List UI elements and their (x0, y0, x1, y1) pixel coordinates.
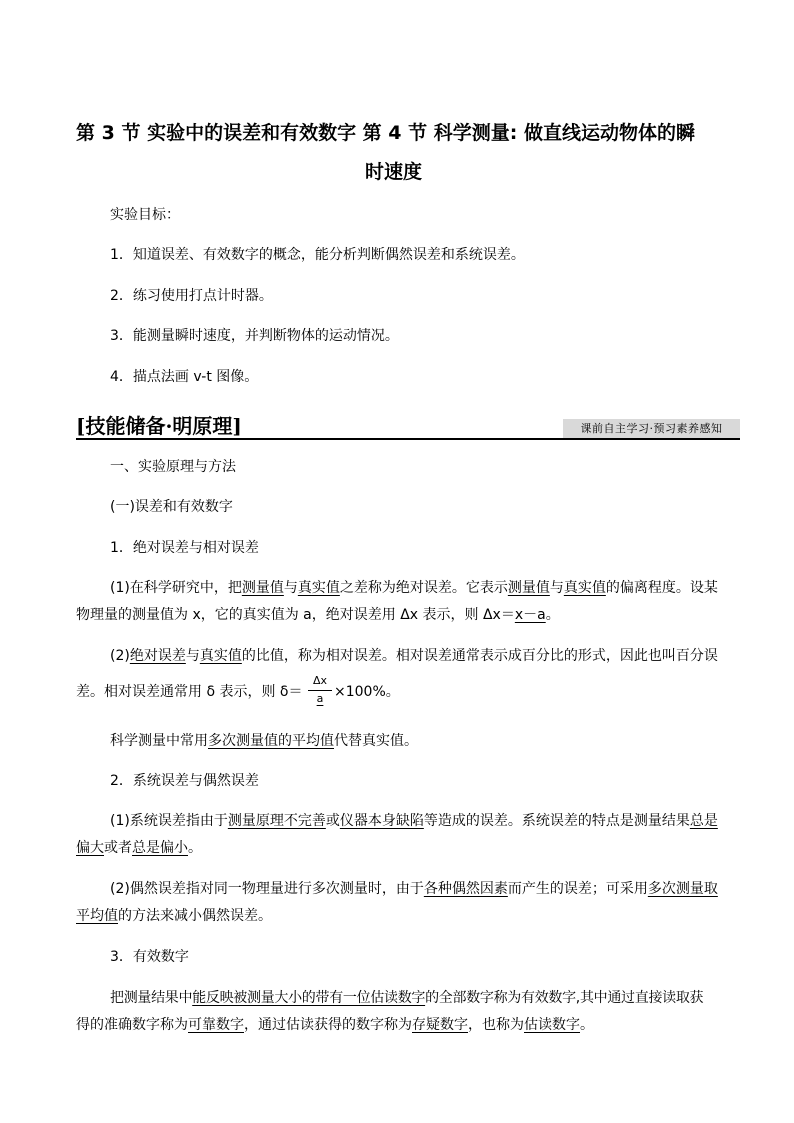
paragraph-sigfigs-line1: 把测量结果中能反映被测量大小的带有一位估读数字的全部数字称为有效数字,其中通过直接读取获 (110, 990, 704, 1006)
heading-principles: 一、实验原理与方法 (110, 459, 236, 475)
underlined-term: 测量值 (241, 580, 284, 596)
underlined-term: 真实值 (199, 648, 242, 664)
underlined-term: 仪器本身缺陷 (339, 813, 424, 829)
page-title-line2: 时速度 (365, 161, 423, 183)
paragraph-sigfigs-line2: 得的准确数字称为可靠数字，通过估读获得的数字称为存疑数字，也称为估读数字。 (76, 1017, 594, 1033)
underlined-term: 可靠数字 (188, 1017, 244, 1033)
paragraph-random-line2: 平均值的方法来减小偶然误差。 (76, 908, 272, 924)
underlined-term: x－a (514, 607, 546, 623)
underlined-term: 测量原理不完善 (227, 813, 326, 829)
paragraph-systematic-line2: 偏大或者总是偏小。 (76, 840, 202, 856)
objective-item: 2．练习使用打点计时器。 (110, 288, 273, 304)
underlined-term: 偏大 (76, 840, 104, 856)
objective-item: 1．知道误差、有效数字的概念，能分析判断偶然误差和系统误差。 (110, 247, 525, 263)
section-tag: 课前自主学习·预习素养感知 (563, 419, 740, 438)
paragraph-relative-error-line2a: 差。相对误差通常用 δ 表示，则 δ＝ (76, 684, 303, 700)
underlined-term: 平均值 (76, 908, 118, 924)
paragraph-systematic-line1: (1)系统误差指由于测量原理不完善或仪器本身缺陷等造成的误差。系统误差的特点是测量结果总是 (110, 813, 718, 829)
underlined-term: 多次测量取 (647, 881, 718, 897)
paragraph-relative-error-line1: (2)绝对误差与真实值的比值，称为相对误差。相对误差通常表示成百分比的形式，因此也叫百分误 (110, 648, 718, 664)
objectives-heading: 实验目标： (110, 207, 180, 223)
fraction-bar (308, 690, 332, 691)
underlined-term: 估读数字 (524, 1017, 580, 1033)
paragraph-average: 科学测量中常用多次测量值的平均值代替真实值。 (110, 733, 418, 749)
underlined-term: 总是偏小 (132, 840, 188, 856)
heading-errors-sigfigs: (一)误差和有效数字 (110, 499, 233, 515)
heading-sigfigs: 3．有效数字 (110, 949, 189, 965)
section-heading: [技能储备·明原理] (76, 414, 242, 438)
underlined-term: 绝对误差 (129, 648, 186, 664)
paragraph-absolute-error-line2: 物理量的测量值为 x，它的真实值为 a，绝对误差用 Δx 表示，则 Δx＝x－a。 (76, 607, 560, 623)
paragraph-absolute-error-line1: (1)在科学研究中，把测量值与真实值之差称为绝对误差。它表示测量值与真实值的偏离程度。设某 (110, 580, 718, 596)
objective-item: 4．描点法画 v-t 图像。 (110, 369, 259, 385)
underlined-term: 真实值 (297, 580, 340, 596)
fraction-denominator: a (316, 692, 324, 705)
fraction-numerator: Δx (312, 674, 328, 687)
objective-item: 3．能测量瞬时速度，并判断物体的运动情况。 (110, 328, 399, 344)
underlined-term: 存疑数字 (412, 1017, 468, 1033)
underlined-term: 总是 (689, 813, 718, 829)
paragraph-relative-error-line2b: ×100%。 (334, 684, 400, 700)
paragraph-random-line1: (2)偶然误差指对同一物理量进行多次测量时，由于各种偶然因素而产生的误差；可采用多次测量取 (110, 881, 718, 897)
heading-absolute-relative: 1．绝对误差与相对误差 (110, 540, 259, 556)
section-divider (76, 438, 740, 440)
underlined-term: 测量值 (507, 580, 550, 596)
page-title-line1: 第 3 节 实验中的误差和有效数字 第 4 节 科学测量: 做直线运动物体的瞬 (76, 122, 695, 144)
underlined-term: 能反映被测量大小的带有一位估读数字 (192, 990, 426, 1006)
underlined-term: 真实值 (563, 580, 606, 596)
underlined-term: 多次测量值的平均值 (208, 733, 334, 749)
heading-systematic-random: 2．系统误差与偶然误差 (110, 773, 259, 789)
underlined-term: 各种偶然因素 (423, 881, 508, 897)
